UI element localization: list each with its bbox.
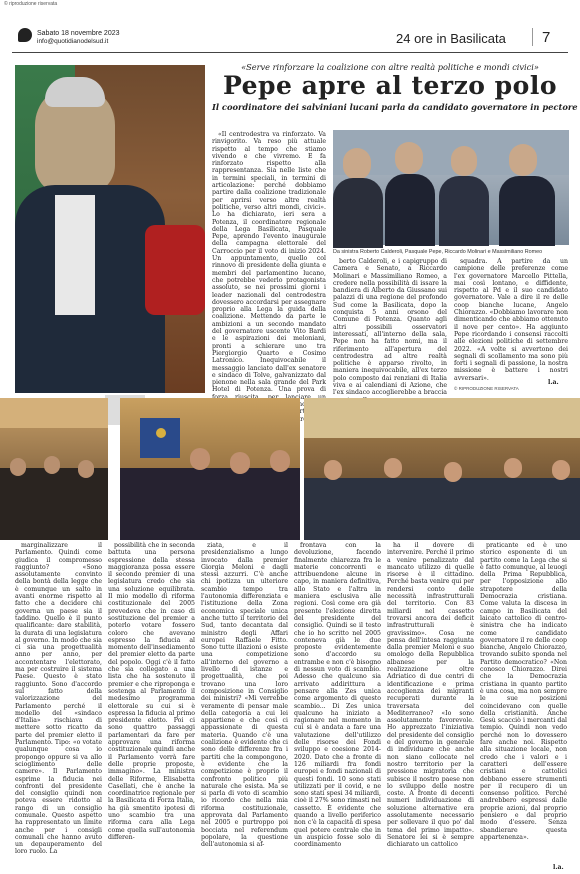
article-column-3: squadra. A partire da un campione delle preferenze come l'ex governatore Marcello Pittella, mai così lontano, e diffidente, rispetto al Pd e il suo candidato governatore. Vale a dire il re delle coop bianche lucane, Angelo Chiorazzo. «Dobbiamo lavorare non dimenticando che abbiamo ottenuto il nove per cento». Ha aggiunto Pepe ricordando i consensi raccolti alle elezioni politiche di settembre 2022. «A volte si avvertono dei segnali di scollamento ma sono più forti i segnali di passione, la nostra missione è battere i nostri avversari». <box>454 258 568 382</box>
interview-column-3: ziata, e il presidenzialismo a lungo invocato dalla premier Giorgia Meloni e dagli stessi azzurri. C'è anche chi ipotizza un ulteriore scambio tempo tra l'autonomia differenziata e l'istituzione della Zona economica speciale unica anche tutto il territorio del Sud, tanto decantata dal ministro degli Affari europei Raffaele Fitto. Sono tutte illazioni o esiste una competizione all'interno del governo a livello di istanze e progettualità, che poi trovano una loro composizione in Consiglio dei ministri? «Mi verrebbe veramente di pensar male della categoria a cui lei appartiene e che così ci appassionate di questa materia. Quando c'è una coalizione è evidente che ci sono delle differenze fra i partiti che la compongono, è evidente che la competizione è proprio il confronto politico più naturale che esista. Ma se si parla di voto di scambio io ricordo che nella mia riforma costituzionale, approvata dal Parlamento nel 2005 e purtroppo poi bocciata nel referendum popolare, la questione dell'autonomia si af- <box>201 542 288 849</box>
article-subtitle: Il coordinatore dei salviniani lucani parla da candidato governatore in pectore <box>212 102 578 112</box>
interview-byline: l.a. <box>553 864 564 871</box>
portrait-photo <box>15 65 205 393</box>
article-kicker: «Serve rinforzare la coalizione con altre realtà politiche e mondi civici» <box>241 62 539 72</box>
interview-column-6: praticante ed è uno storico esponente di un partito come la Lega che si è fatto comunque, al leuogi della Prima Repubblica, per l'opposizione allo strapotere della Democrazia cristiana. Come valuta la discesa in campo in Basilicata del laicato cattolico di centro-sinistra che ha indicato come candidato governatore il re delle coop bianche, Angelo Chiorazzo, trovando subito sponda nel Partito democratico? «Non conosco Chiorazzo. Direi che la Democrazia cristiana in quanto partito è una cosa, ma non sempre le sue posizioni coincidevano con quelle della cristianità. Anche Gesù scacciò i mercanti dal tempio. Quindi non vedo perché non lo dovessero fare anche noi. Rispetto alla situazione locale, non credo che i valori e i caratteri dell'essere cristiani e cattolici debbano essere strumenti per il recupero di un consenso politico. Perché andrebbero espressi dalle proprie azioni, dal proprio pensiero e dal proprio modo d'essere. Senza sbandierare questa appartenenza». <box>480 542 567 841</box>
rights-notice: © riproduzione riservata <box>4 1 58 7</box>
interview-column-4: frontava con la devoluzione, facendo finalmente chiarezza fra le materie concorrenti e attribuendone alcune in capo, in maniera definitiva, allo Stato e l'altra in maniera esclusiva alle regioni. Così come era già presente l'elezione diretta del presidente del consiglio. Quindi se il testo che io ho scritto nel 2005 conteneva già le due proposte evidentemente sono d'accordo su entrambe e non c'è bisogno di nessun voto di scambio. Adesso che qualcuno sia arrivato addirittura a pensare alla Zes unica come argomento di questo scambio... Di Zes unica qualcuno ha iniziato a ragionare nel momento in cui si è andata a fare una valutazione dell'utilizzo delle risorse dei Fondi sviluppo e coesione 2014-2020. Dato che a fronte di 126 miliardi fra fondi europei e fondi nazionali di questi fondi. 10 sono stati utilizzati per il covid, e ne sono stati spesi 34 miliardi, cioè il 27% sono rimasti nel cassetto. È evidente che quando a livello periferico non c'è la capacità di spesa quel potere centrale che in un auspicio fosse solo di coordinamento <box>294 542 381 849</box>
quotidiano-logo-icon <box>18 28 32 42</box>
audience-photo-left <box>0 398 108 540</box>
article-byline: l.a. <box>548 379 559 386</box>
photo-caption: Da sinistra Roberto Calderoli, Pasquale Pepe, Riccardo Molinari e Massimiliano Romeo <box>333 249 543 255</box>
article-column-1: «Il centrodestra va rinforzato. Va rinvigorito. Va reso più attuale rispetto al tempo che stiamo vivendo e che vivremo. E fa rinforzato rispetto alla rappresentanza. Sia nelle liste che in termini speciali, in termini di articolazione: perché dobbiamo partire dalla coalizione tradizionale per aprirsi verso altre realtà politiche, verso altri mondi, civici». Lo ha dichiarato, ieri sera a Potenza, il coordinatore regionale della Lega Basilicata, Pasquale Pepe, aprendo l'evento inaugurale della campagna elettorale del Carroccio per il voto di inizio 2024. Un appuntamento, quello col rinnovo di presidente della giunta e membri del parlamentino lucano, che potrebbe vederlo protagonista assoluto, se nei prossimi giorni i leader nazionali del centrodestra dovessero accordarsi per assegnare proprio alla Lega la guida della coalizione. Mettendo da parte le ambizioni a un secondo mandato del governatore uscente Vito Bardi e le aspirazioni dei meloniani, pronti a schierare uno tra Piergiorgio Quarto e Cosimo Latronico. Inequivocabile il messaggio lanciato dall'ex senatore e sindaco di Tolve, galvanizzato dal pienone nella sala grande del Park Hotel di Potenza. Una prova di vertici <box>212 131 326 416</box>
group-photo <box>333 130 569 245</box>
copyright-notice: © RIPRODUZIONE RISERVATA <box>454 386 519 391</box>
conference-photo-center <box>120 398 300 540</box>
interview-column-1: marginalizzare il Parlamento. Quindi come giudica il compromesso raggiunto? «Sono assolutamente convinto della bontà della legge che è comunque un salto in avanti enorme rispetto al fatto che a decidere chi governa un paese sia il taddino. Quello è il punto qualificante: dare stabilità, la durata di una legislatura al governo. In modo che sia ci sia una progettualità anno per anno, per accontentare l'elettorato, ma per costruire il sistema Paese. Questo è stato raggiunto. Sono d'accordo sul fatto della valorizzazione del Parlamento perché il modello del «sindaco d'Italia» rischiava di mettere sotto ricatto da parte del premier eletto il Parlamento. Tipo: «o votate qualunque cosa io propongo oppure si va allo scioglimento delle camere». Il Parlamento esprime la fiducia nei confronti del presidente del consiglio quindi non poteva essere ridotto al rango di un consiglio comunale. Questo aspetto ha rappresentato un limite anche per i consigli comunali che hanno avuto un depauperamento del loro ruolo. La <box>15 542 102 856</box>
interview-column-5: ha il dovere di intervenire. Perché il primo a venire penalizzato dal mancato utilizzo di quelle risorse è il cittadino. Perché basta venire qui per rendersi conto delle necessità infrastrutturali del territorio. Con 83 miliardi nel cassetto trovarsi ancora dei deficit infrastrutturali è gravissimo». Cosa ne pensa dell'intesa raggiunta dalla premier Meloni e suo omologo della Repubblica albanese per la realizzazione oltre Adriatico di due centri di identificazione e prima accoglienza dei migranti recuperati durante la traversata del Mediterraneo? «Io sono assolutamente favorevole. Ho apprezzato l'iniziativa del presidente del consiglio e del governo in generale di individuare che anche non siano collocate nel nostro territorio per la pressione migratoria che subisce il nostro paese non lo sviluppo delle nostre coste. A fronte di decenti numeri individuazione di soluzione alternative era assolutamente necessario per sollevare il quo po' dal tema del primo impatto». Senatore lei si è sempre dichiarato un cattolico <box>387 542 474 849</box>
issue-date: Sabato 18 novembre 2023 <box>37 30 120 37</box>
article-title: Pepe apre al terzo polo <box>222 71 557 100</box>
masthead-divider <box>532 28 533 46</box>
article-column-2: berto Calderoli, e i capigruppo di Camera e Senato, a Riccardo Molinari e Massimiliano Romeo, a credere nella possibilità di issare la bandiera di Alberto da Giussano sui palazzi di una regione del profondo Sud come la Basilicata, dopo la conquista 5 anni orsono del Comune di Potenza. Quanto agli altri possibili osservatori interessati, all'interno della sala, Pepe non ha fatto nomi, ma il riferimento all'apertura del centrodestra ad altre realtà politiche è apparso rivolto, in maniera inequivocabile, all'ex terzo polo composto dai renziani di Italia viva e ai calendiani di Azione, che l'ex sindaco accoglierebbe a braccia <box>333 258 447 397</box>
masthead-email: info@quotidianodelsud.it <box>37 38 109 45</box>
interview-column-2: possibilità che in seconda battuta una persona espressione della stessa maggioranza possa essere il secondo premier di una legislatura credo che sia una soluzione equilibrata. Il mio modello di riforma costituzionale del 2005 prevedeva che in caso di sostituzione del premier a poterlo votare fossero coloro che avevano espresso la fiducia al momento dell'insediamento del premier eletto da parte del popolo. Oggi c'è il fatto che sia collegato a una lista che ha sostenuto il premier e che riproponga e sostenga al Parlamento il medesimo programma elettorale su cui si è espressa la fiducia al primo presidente eletto. Poi ci sono quattro passaggi parlamentari da fare per approvare una riforma costituzionale quindi anche il Parlamento vorrà fare delle proprie proposte, immagino». La ministra delle Riforme, Elisabetta Casellati, che è anche la coordinatrice regionale per la Basilicata di Forza Italia, ha già smentito ipotesi di uno scambio tra una riforma cara alla Lega come quella sull'autonomia differen- <box>108 542 195 841</box>
audience-photo-right <box>304 398 580 540</box>
masthead-rule <box>12 52 568 53</box>
section-title: 24 ore in Basilicata <box>396 31 506 46</box>
page-number: 7 <box>542 29 551 46</box>
